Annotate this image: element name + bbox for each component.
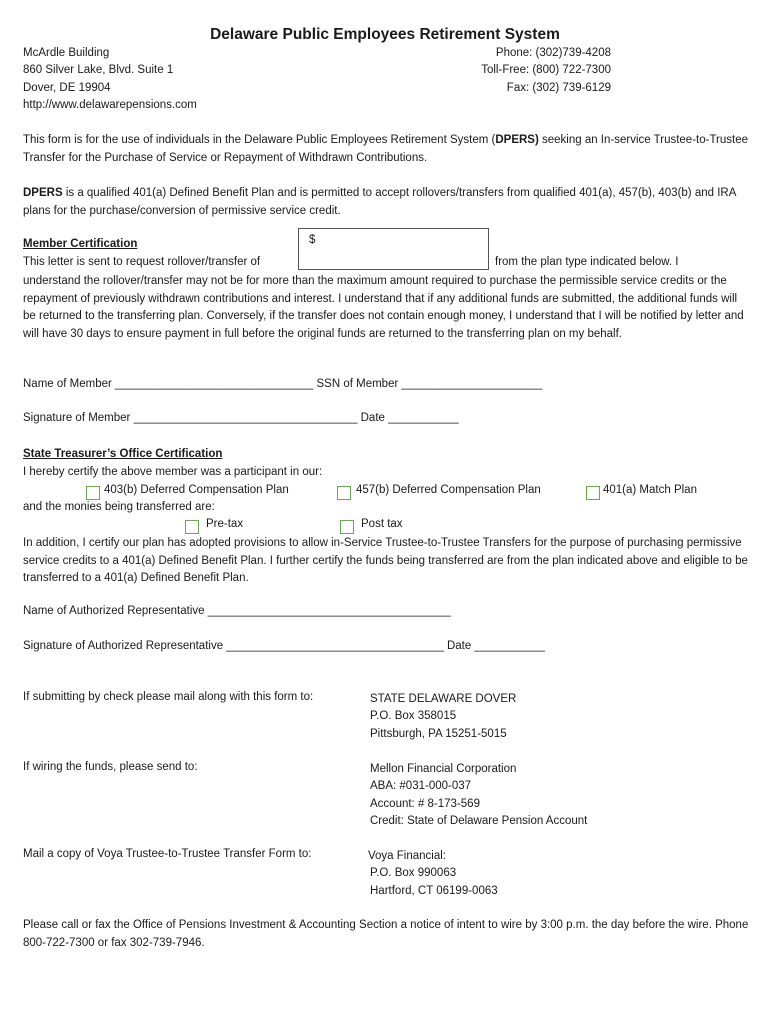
- treasurer-certification-body: In addition, I certify our plan has adopted provisions to allow in-Service Trustee-to-Trustee Transfers for the purpose of purchasing permissive service credits to a 401(a) Defined Benefit Plan. I further certify the funds being transferred are from the plan indicated above and eligible to be transferred to a 401(a) Defined Benefit Plan.: [23, 537, 748, 585]
- credit-line: Credit: State of Delaware Pension Account: [370, 815, 588, 828]
- form-title: Delaware Public Employees Retirement System: [210, 26, 560, 43]
- plan-457b-label: 457(b) Deferred Compensation Plan: [356, 484, 541, 496]
- pre-tax-checkbox[interactable]: [185, 520, 199, 534]
- address-line: P.O. Box 358015: [370, 710, 457, 723]
- check-mail-address: [370, 691, 516, 743]
- address-line: P.O. Box 990063: [370, 867, 457, 880]
- address-line: McArdle Building: [23, 47, 110, 59]
- intro-paragraph-1: This form is for the use of individuals in the Delaware Public Employees Retirement System (DPERS) seeking an In-service Trustee-to-Trustee Transfer for the Purchase of Service or Repayment of Withdrawn Contributions.: [23, 134, 749, 164]
- pre-tax-label: Pre-tax: [206, 518, 244, 530]
- address-line: STATE DELAWARE DOVER: [370, 693, 517, 705]
- voya-address: [368, 848, 498, 900]
- plan-403b-checkbox[interactable]: [86, 486, 100, 500]
- address-line: Hartford, CT 06199-0063: [370, 884, 498, 897]
- treasurer-certify-text: I hereby certify the above member was a participant in our:: [23, 466, 323, 478]
- address-line: Pittsburgh, PA 15251-5015: [370, 727, 507, 740]
- account-number: Account: # 8-173-569: [370, 797, 480, 810]
- plan-401a-label: 401(a) Match Plan: [603, 484, 697, 496]
- plan-403b-label: 403(b) Deferred Compensation Plan: [104, 484, 289, 496]
- representative-name-line[interactable]: Name of Authorized Representative ______________________________________: [23, 605, 451, 617]
- intro-paragraph-2: DPERS is a qualified 401(a) Defined Benefit Plan and is permitted to accept rollovers/transfers from qualified 401(a), 457(b), 403(b) and IRA plans for the purchase/conversion of permissive service credit.: [23, 187, 736, 217]
- transfer-amount-input[interactable]: $: [298, 228, 489, 270]
- contact-block: [481, 45, 611, 97]
- member-certification-heading: Member Certification: [23, 238, 138, 250]
- website-link[interactable]: http://www.delawarepensions.com: [23, 99, 197, 112]
- address-line: Voya Financial:: [368, 850, 446, 862]
- post-tax-checkbox[interactable]: [340, 520, 354, 534]
- address-block: [23, 45, 197, 115]
- post-tax-label: Post tax: [361, 518, 403, 530]
- fax-number: Fax: (302) 739-6129: [506, 81, 611, 94]
- footer-notice: Please call or fax the Office of Pensions Investment & Accounting Section a notice of intent to wire by 3:00 p.m. the day before the wire. Phone 800-722-7300 or fax 302-739-7946.: [23, 919, 749, 949]
- check-mail-label: If submitting by check please mail along with this form to:: [23, 691, 314, 703]
- member-certification-body: understand the rollover/transfer may not be for more than the maximum amount required to purchase the permissible service credits or the repayment of previously withdrawn contributions and interest. I understand that if any additional funds are submitted, the additional funds will be returned to the transferring plan. Conversely, if the transfer does not contain enough money, I understand that I will be notified by letter and will have 30 days to ensure payment in full before the original funds are returned to the transferring plan on my behalf.: [23, 275, 744, 340]
- toll-free-number: Toll-Free: (800) 722-7300: [481, 64, 611, 77]
- phone-number: Phone: (302)739-4208: [495, 47, 611, 59]
- voya-label: Mail a copy of Voya Trustee-to-Trustee Transfer Form to:: [23, 848, 312, 860]
- bank-name: Mellon Financial Corporation: [370, 763, 517, 775]
- monies-text: and the monies being transferred are:: [23, 501, 215, 513]
- wire-label: If wiring the funds, please send to:: [23, 761, 198, 773]
- member-signature-line[interactable]: Signature of Member ___________________________________ Date ___________: [23, 412, 459, 424]
- plan-457b-checkbox[interactable]: [337, 486, 351, 500]
- treasurer-certification-heading: State Treasurer’s Office Certification: [23, 448, 223, 460]
- plan-401a-checkbox[interactable]: [586, 486, 600, 500]
- representative-signature-line[interactable]: Signature of Authorized Representative __________________________________ Date ___________: [23, 640, 545, 652]
- member-name-ssn-line[interactable]: Name of Member _______________________________ SSN of Member ______________________: [23, 378, 543, 390]
- address-line: Dover, DE 19904: [23, 81, 111, 94]
- request-line-end: from the plan type indicated below. I: [495, 256, 679, 268]
- request-line-start: This letter is sent to request rollover/transfer of: [23, 256, 261, 268]
- address-line: 860 Silver Lake, Blvd. Suite 1: [23, 64, 174, 77]
- aba-number: ABA: #031-000-037: [370, 780, 472, 793]
- wire-details: [370, 761, 587, 831]
